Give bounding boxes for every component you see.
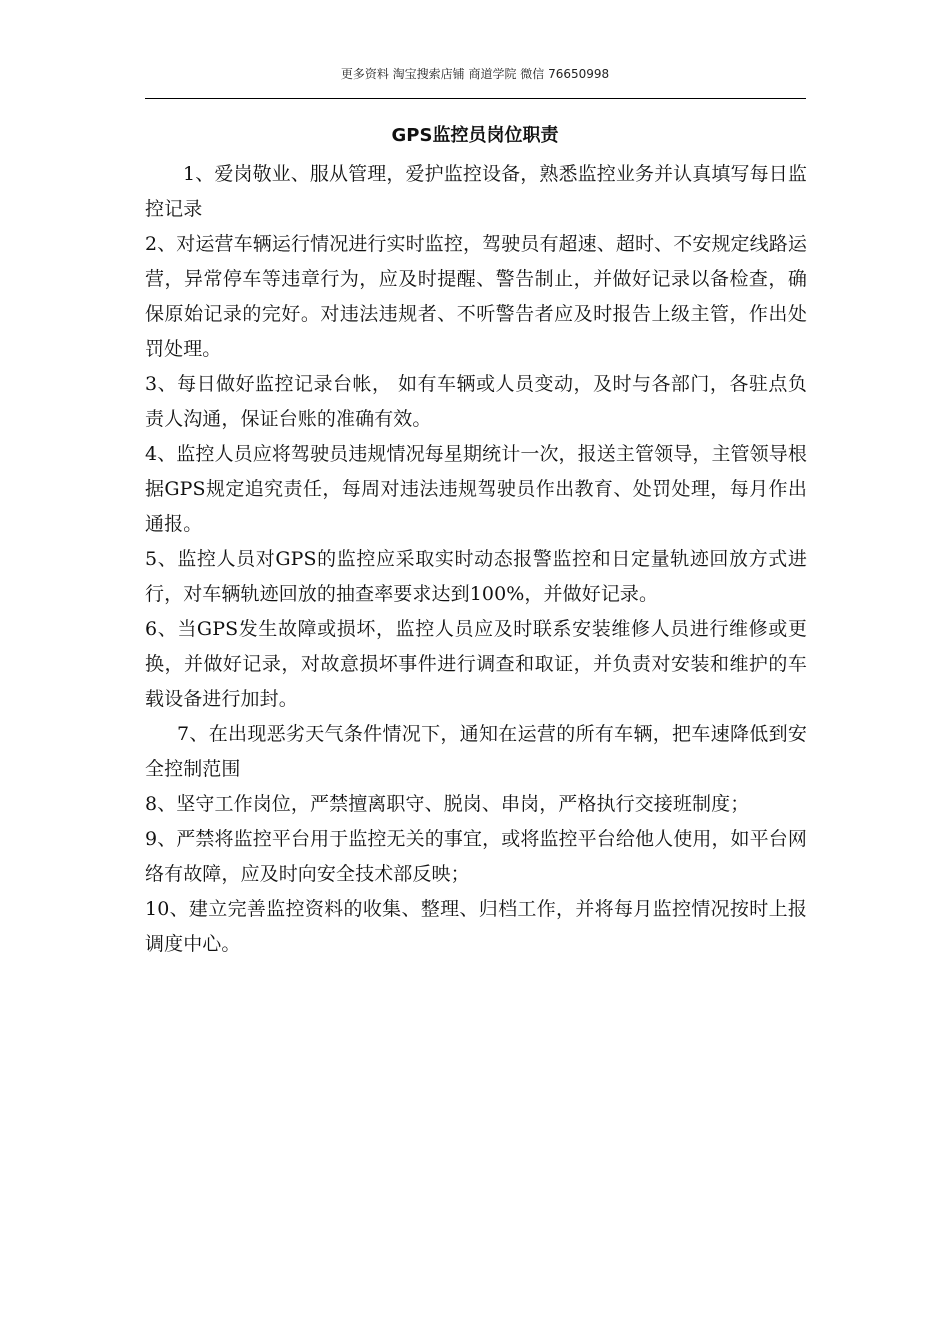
- duty-item-9: 9、严禁将监控平台用于监控无关的事宜，或将监控平台给他人使用，如平台网络有故障，应及时向安全技术部反映；: [145, 828, 807, 885]
- duty-item-8: 8、坚守工作岗位，严禁擅离职守、脱岗、串岗，严格执行交接班制度；: [145, 793, 750, 815]
- duty-item-6: 6、当GPS发生故障或损坏，监控人员应及时联系安装维修人员进行维修或更换，并做好记录，对故意损坏事件进行调查和取证，并负责对安装和维护的车载设备进行加封。: [145, 618, 807, 710]
- duty-item-7: 7、在出现恶劣天气条件情况下，通知在运营的所有车辆，把车速降低到安全控制范围: [145, 723, 807, 780]
- duty-item-10: 10、建立完善监控资料的收集、整理、归档工作，并将每月监控情况按时上报调度中心。: [145, 898, 807, 955]
- duty-item-3: 3、每日做好监控记录台帐， 如有车辆或人员变动，及时与各部门，各驻点负责人沟通，保证台账的准确有效。: [145, 373, 807, 430]
- duty-item-5: 5、监控人员对GPS的监控应采取实时动态报警监控和日定量轨迹回放方式进行，对车辆轨迹回放的抽查率要求达到100%，并做好记录。: [145, 548, 807, 605]
- header-divider: [145, 98, 806, 99]
- document-body: [145, 157, 807, 962]
- document-title: GPS监控员岗位职责: [391, 125, 559, 146]
- duty-item-2: 2、对运营车辆运行情况进行实时监控，驾驶员有超速、超时、不安规定线路运营，异常停车等违章行为，应及时提醒、警告制止，并做好记录以备检查，确保原始记录的完好。对违法违规者、不听警告者应及时报告上级主管，作出处罚处理。: [145, 233, 807, 360]
- duty-item-4: 4、监控人员应将驾驶员违规情况每星期统计一次，报送主管领导，主管领导根据GPS规定追究责任，每周对违法违规驾驶员作出教育、处罚处理，每月作出通报。: [145, 443, 807, 535]
- duty-item-1: 1、爱岗敬业、服从管理，爱护监控设备，熟悉监控业务并认真填写每日监控记录: [145, 163, 807, 220]
- page-header-text: 更多资料 淘宝搜索店铺 商道学院 微信 76650998: [340, 67, 610, 81]
